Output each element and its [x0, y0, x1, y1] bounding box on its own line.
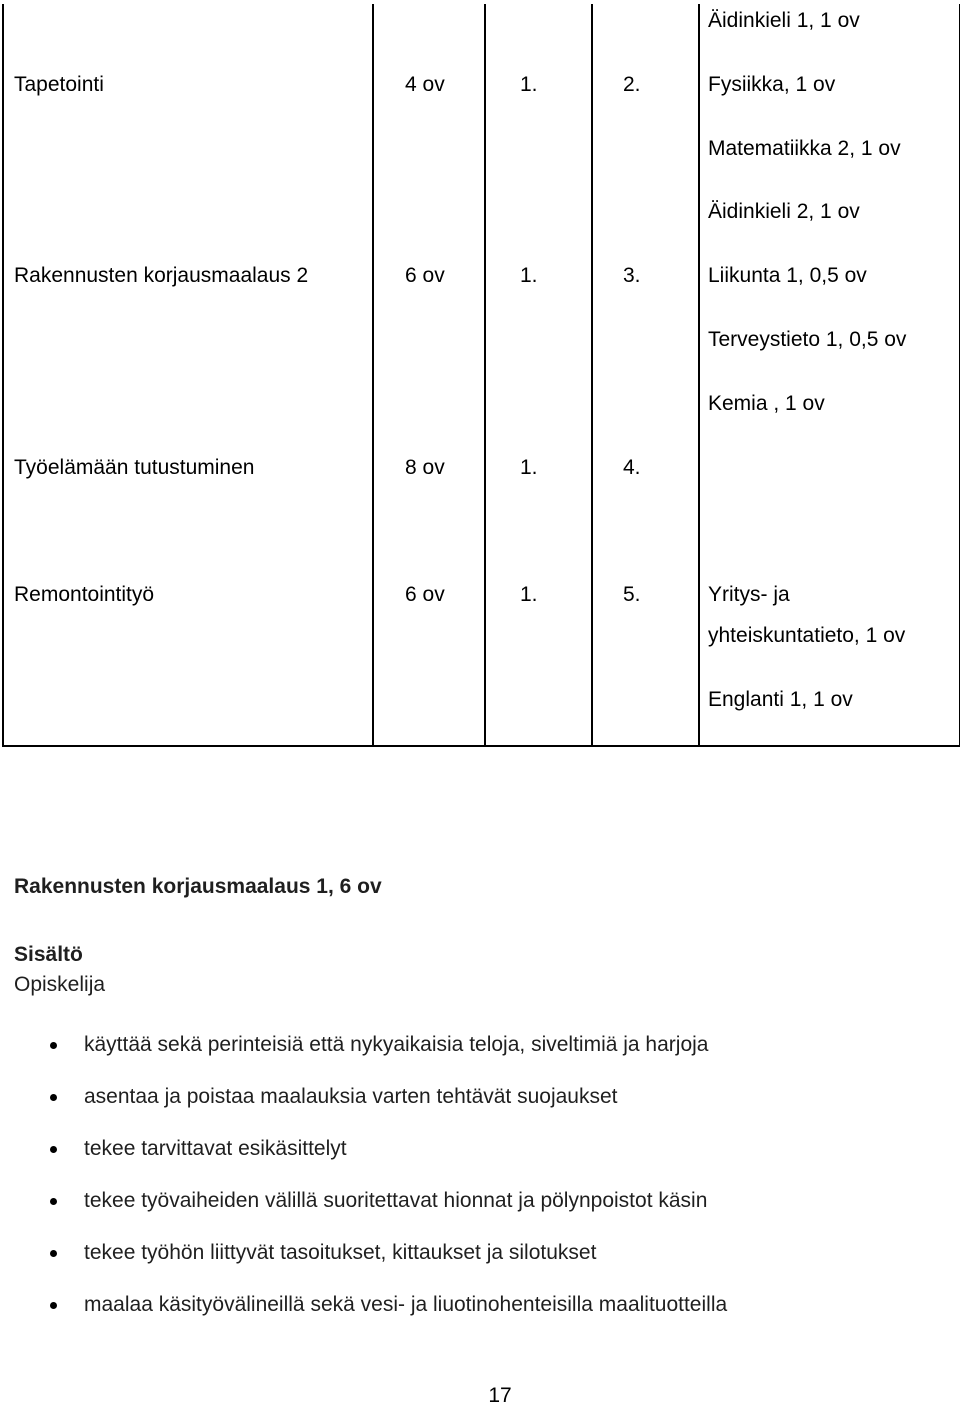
column-common-subjects: [699, 4, 960, 746]
column-module-name: [3, 4, 373, 746]
subject-liikunta-1: Liikunta 1, 0,5 ov: [708, 264, 867, 287]
module-name-tapetointi: Tapetointi: [14, 73, 104, 96]
list-item-text: käyttää sekä perinteisiä että nykyaikaisia teloja, siveltimiä ja harjoja: [84, 1033, 709, 1056]
year-tyoelamaan-tutustuminen: 1.: [520, 456, 538, 479]
column-year: [485, 4, 592, 746]
bullet-icon: [50, 1198, 57, 1205]
list-item: [0, 1136, 727, 1188]
credits-tyoelamaan-tutustuminen: 8 ov: [405, 456, 445, 479]
list-item: [0, 1084, 727, 1136]
year-remontointityo: 1.: [520, 583, 538, 606]
subject-yritys-ja: Yritys- ja: [708, 583, 790, 606]
subject-matematiikka-2: Matematiikka 2, 1 ov: [708, 137, 901, 160]
subject-aidinkieli-2: Äidinkieli 2, 1 ov: [708, 200, 860, 223]
module-name-korjausmaalaus-2: Rakennusten korjausmaalaus 2: [14, 264, 309, 287]
module-title: Rakennusten korjausmaalaus 1, 6 ov: [14, 875, 382, 898]
period-tyoelamaan-tutustuminen: 4.: [623, 456, 641, 479]
year-korjausmaalaus-2: 1.: [520, 264, 538, 287]
credits-remontointityo: 6 ov: [405, 583, 445, 606]
subject-fysiikka: Fysiikka, 1 ov: [708, 73, 836, 96]
subject-kemia: Kemia , 1 ov: [708, 392, 825, 415]
content-heading: Sisältö: [14, 943, 83, 966]
subject-aidinkieli-1: Äidinkieli 1, 1 ov: [708, 9, 860, 32]
bullet-icon: [50, 1094, 57, 1101]
bullet-icon: [50, 1146, 57, 1153]
page-number: 17: [488, 1384, 512, 1407]
list-item: [0, 1240, 727, 1292]
module-name-tyoelamaan-tutustuminen: Työelämään tutustuminen: [14, 456, 255, 479]
study-plan-table: [2, 4, 960, 747]
year-tapetointi: 1.: [520, 73, 538, 96]
list-item: [0, 1032, 727, 1084]
subject-yhteiskuntatieto: yhteiskuntatieto, 1 ov: [708, 624, 906, 647]
bullet-icon: [50, 1302, 57, 1309]
list-item-text: maalaa käsityövälineillä sekä vesi- ja liuotinohenteisilla maalituotteilla: [84, 1293, 728, 1316]
bullet-icon: [50, 1042, 57, 1049]
module-name-remontointityo: Remontointityö: [14, 583, 155, 606]
list-item-text: asentaa ja poistaa maalauksia varten tehtävät suojaukset: [84, 1085, 618, 1108]
subject-terveystieto-1: Terveystieto 1, 0,5 ov: [708, 328, 907, 351]
list-item-text: tekee tarvittavat esikäsittelyt: [84, 1137, 347, 1160]
list-item: [0, 1188, 727, 1240]
period-tapetointi: 2.: [623, 73, 641, 96]
learner-label: Opiskelija: [14, 973, 106, 996]
period-korjausmaalaus-2: 3.: [623, 264, 641, 287]
bullet-icon: [50, 1250, 57, 1257]
list-item-text: tekee työhön liittyvät tasoitukset, kittaukset ja silotukset: [84, 1241, 597, 1264]
credits-tapetointi: 4 ov: [405, 73, 445, 96]
column-period: [592, 4, 699, 746]
period-remontointityo: 5.: [623, 583, 641, 606]
list-item-text: tekee työvaiheiden välillä suoritettavat hionnat ja pölynpoistot käsin: [84, 1189, 708, 1212]
credits-korjausmaalaus-2: 6 ov: [405, 264, 445, 287]
column-credits: [373, 4, 485, 746]
learning-objectives-list: [0, 1032, 727, 1344]
list-item: [0, 1292, 727, 1344]
subject-englanti-1: Englanti 1, 1 ov: [708, 688, 853, 711]
